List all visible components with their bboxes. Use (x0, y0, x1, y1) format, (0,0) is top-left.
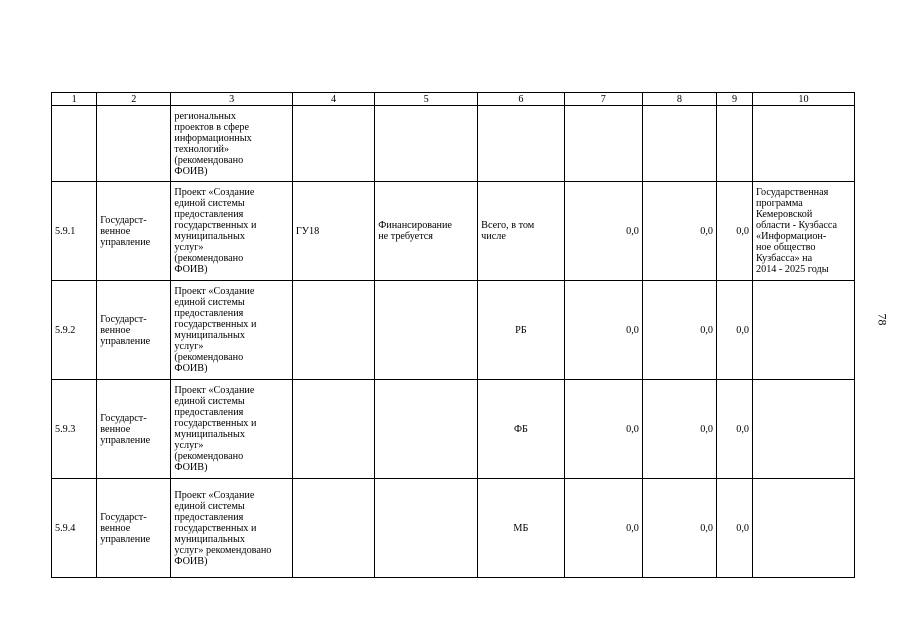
project-cell: Проект «Создание единой системы предоставления государственных и муниципальных услуг» рекомендовано ФОИВ) (171, 479, 292, 578)
project-cell: Проект «Создание единой системы предоставления государственных и муниципальных услуг» (рекомендовано ФОИВ) (171, 281, 292, 380)
program-cell: Государственная программа Кемеровской области - Кузбасса «Информацион- ное общество Кузбасса» на 2014 - 2025 годы (753, 182, 855, 281)
program-cell (753, 479, 855, 578)
funding-cell (375, 106, 478, 182)
sector-cell: Государст- венное управление (97, 182, 171, 281)
source-cell: РБ (478, 281, 564, 380)
header-cell: 8 (642, 93, 716, 106)
header-cell: 1 (52, 93, 97, 106)
row-number: 5.9.2 (52, 281, 97, 380)
row-number: 5.9.3 (52, 380, 97, 479)
sector-cell: Государст- венное управление (97, 479, 171, 578)
budget-table (51, 92, 855, 578)
row-number: 5.9.4 (52, 479, 97, 578)
row-number: 5.9.1 (52, 182, 97, 281)
sector-cell (97, 106, 171, 182)
funding-cell (375, 281, 478, 380)
funding-cell (375, 479, 478, 578)
row-number (52, 106, 97, 182)
source-cell: МБ (478, 479, 564, 578)
value-cell: 0,0 (564, 281, 642, 380)
table-row (52, 182, 855, 281)
code-cell: ГУ18 (292, 182, 374, 281)
project-cell: Проект «Создание единой системы предоставления государственных и муниципальных услуг» (рекомендовано ФОИВ) (171, 182, 292, 281)
table-row (52, 281, 855, 380)
sector-cell: Государст- венное управление (97, 281, 171, 380)
program-cell (753, 281, 855, 380)
header-cell: 2 (97, 93, 171, 106)
code-cell (292, 281, 374, 380)
header-cell: 3 (171, 93, 292, 106)
value-cell: 0,0 (716, 380, 752, 479)
header-cell: 4 (292, 93, 374, 106)
value-cell: 0,0 (716, 182, 752, 281)
table-row (52, 380, 855, 479)
page-number: 78 (875, 313, 890, 326)
program-cell (753, 106, 855, 182)
project-cell: Проект «Создание единой системы предоставления государственных и муниципальных услуг» (рекомендовано ФОИВ) (171, 380, 292, 479)
value-cell: 0,0 (642, 380, 716, 479)
value-cell: 0,0 (642, 182, 716, 281)
value-cell (716, 106, 752, 182)
value-cell: 0,0 (642, 479, 716, 578)
table-row (52, 106, 855, 182)
header-cell: 9 (716, 93, 752, 106)
code-cell (292, 106, 374, 182)
value-cell: 0,0 (642, 281, 716, 380)
value-cell: 0,0 (564, 182, 642, 281)
value-cell: 0,0 (716, 479, 752, 578)
code-cell (292, 479, 374, 578)
funding-cell: Финансирование не требуется (375, 182, 478, 281)
source-cell: ФБ (478, 380, 564, 479)
source-cell (478, 106, 564, 182)
code-cell (292, 380, 374, 479)
value-cell (642, 106, 716, 182)
header-cell: 5 (375, 93, 478, 106)
project-cell: региональных проектов в сфере информационных технологий» (рекомендовано ФОИВ) (171, 106, 292, 182)
funding-cell (375, 380, 478, 479)
header-cell: 6 (478, 93, 564, 106)
table-row (52, 479, 855, 578)
header-cell: 10 (753, 93, 855, 106)
source-cell: Всего, в том числе (478, 182, 564, 281)
header-row (52, 93, 855, 106)
program-cell (753, 380, 855, 479)
sector-cell: Государст- венное управление (97, 380, 171, 479)
value-cell: 0,0 (564, 380, 642, 479)
value-cell (564, 106, 642, 182)
value-cell: 0,0 (716, 281, 752, 380)
value-cell: 0,0 (564, 479, 642, 578)
header-cell: 7 (564, 93, 642, 106)
